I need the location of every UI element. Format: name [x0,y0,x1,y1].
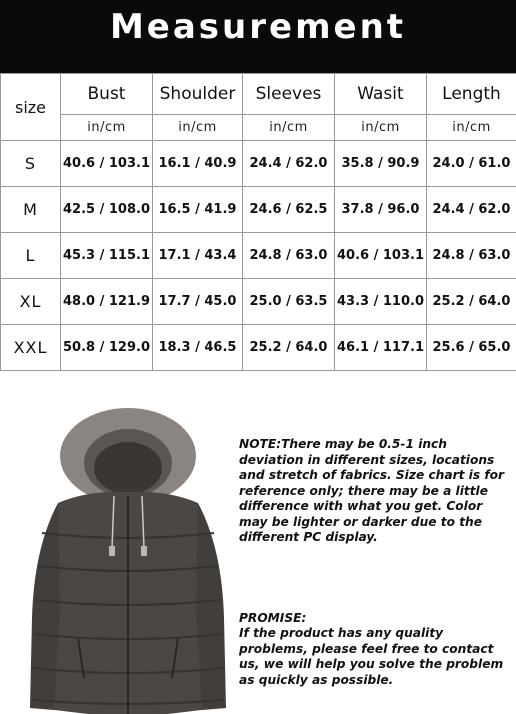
size-label: XXL [1,325,61,371]
table-row [1,187,516,233]
unit-label: in/cm [243,115,335,141]
table-cell: 24.4 / 62.0 [243,141,335,187]
table-cell: 24.0 / 61.0 [427,141,516,187]
unit-label: in/cm [61,115,153,141]
table-cell: 25.2 / 64.0 [427,279,516,325]
table-cell: 50.8 / 129.0 [61,325,153,371]
table-cell: 40.6 / 103.1 [335,233,427,279]
size-label: XL [1,279,61,325]
unit-label: in/cm [335,115,427,141]
unit-label: in/cm [153,115,243,141]
table-cell: 16.5 / 41.9 [153,187,243,233]
table-cell: 24.6 / 62.5 [243,187,335,233]
size-column-header: size [1,74,61,141]
unit-row [1,115,516,141]
table-row [1,279,516,325]
table-cell: 25.0 / 63.5 [243,279,335,325]
column-header-sleeves: Sleeves [243,74,335,115]
promise-text: If the product has any quality problems, please feel free to contact us, we will help you solve the problem as quickly as possible. [239,626,504,687]
table-cell: 40.6 / 103.1 [61,141,153,187]
table-cell: 46.1 / 117.1 [335,325,427,371]
size-label: S [1,141,61,187]
promise-title: PROMISE: [239,611,307,625]
jacket-product-image [28,408,228,714]
table-cell: 35.8 / 90.9 [335,141,427,187]
size-label: M [1,187,61,233]
column-header-shoulder: Shoulder [153,74,243,115]
table-cell: 18.3 / 46.5 [153,325,243,371]
unit-label: in/cm [427,115,516,141]
table-cell: 37.8 / 96.0 [335,187,427,233]
column-header-waist: Wasit [335,74,427,115]
table-cell: 42.5 / 108.0 [61,187,153,233]
size-note-text: NOTE:There may be 0.5-1 inch deviation in different sizes, locations and stretch of fabrics. Size chart is for reference only; there may be a little difference with what you get. Color may be lighter or darker due to the different PC display. [239,437,505,544]
table-cell: 24.8 / 63.0 [243,233,335,279]
page-title: Measurement [109,7,407,47]
table-cell: 24.8 / 63.0 [427,233,516,279]
table-row [1,325,516,371]
title-banner [0,0,516,73]
table-cell: 25.6 / 65.0 [427,325,516,371]
table-cell: 16.1 / 40.9 [153,141,243,187]
table-cell: 43.3 / 110.0 [335,279,427,325]
header-row [1,74,516,115]
table-cell: 45.3 / 115.1 [61,233,153,279]
table-cell: 17.7 / 45.0 [153,279,243,325]
size-label: L [1,233,61,279]
column-header-bust: Bust [61,74,153,115]
table-cell: 48.0 / 121.9 [61,279,153,325]
column-header-length: Length [427,74,516,115]
table-cell: 24.4 / 62.0 [427,187,516,233]
table-row [1,233,516,279]
table-cell: 25.2 / 64.0 [243,325,335,371]
size-chart-table [0,73,516,371]
table-row [1,141,516,187]
table-cell: 17.1 / 43.4 [153,233,243,279]
product-info-section [0,370,516,714]
